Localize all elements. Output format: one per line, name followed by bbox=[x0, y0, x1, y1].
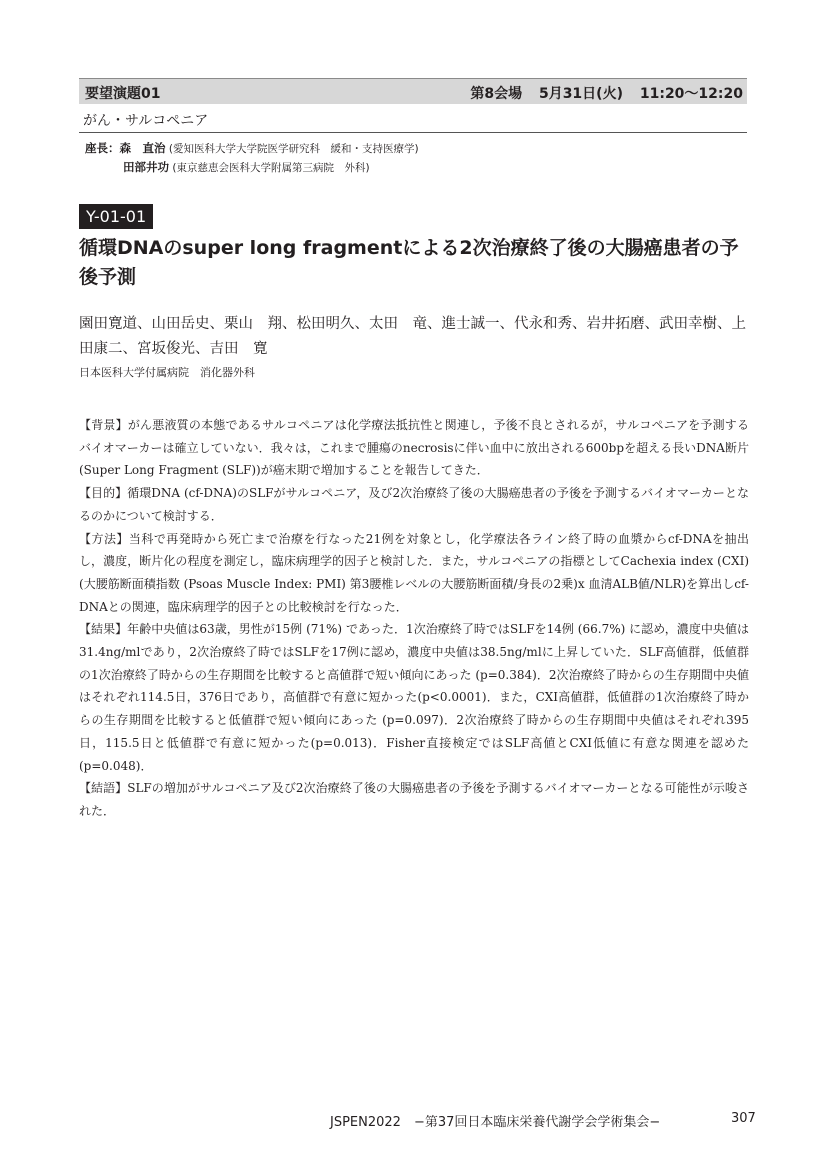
chair-affiliation: (東京慈恵会医科大学附属第三病院 外科) bbox=[172, 162, 370, 174]
abstract-results: 【結果】年齢中央値は63歳，男性が15例 (71%) であった．1次治療終了時ではSLFを14例 (66.7%) に認め，濃度中央値は31.4ng/mlであり，2次治療終了時ではSLFを17例に認め，濃度中央値は38.5ng/mlに上昇していた．SLF高値群，低値群の1次治療終了時からの生存期間を比較すると高値群で短い傾向にあった (p=0.384)．2次治療終了時からの生存期間中央値はそれぞれ114.5日，376日であり，高値群で有意に短かった(p<0.0001)．また，CXI高値群，低値群の1次治療終了時からの生存期間を比較すると低値群で短い傾向にあった (p=0.097)．2次治療終了時からの生存期間中央値はそれぞれ395日，115.5日と低値群で有意に短かった(p=0.013)．Fisher直接検定ではSLF高値とCXI低値に有意な関連を認めた(p=0.048)． bbox=[79, 622, 749, 773]
chair-affiliation: (愛知医科大学大学院医学研究科 緩和・支持医療学) bbox=[168, 143, 419, 155]
abstract-conclusion: 【結語】SLFの増加がサルコペニア及び2次治療終了後の大腸癌患者の予後を予測するバイオマーカーとなる可能性が示唆された． bbox=[79, 781, 749, 818]
page-number: 307 bbox=[731, 1111, 756, 1126]
page-footer: JSPEN2022 −第37回日本臨床栄養代謝学会学術集会− bbox=[330, 1115, 661, 1130]
session-time: 11:20～12:20 bbox=[639, 86, 743, 102]
chair-prefix: 座長： bbox=[85, 141, 120, 155]
session-room: 第8会場 bbox=[470, 86, 523, 102]
session-title: がん・サルコペニア bbox=[83, 113, 209, 129]
chair-name: 森 直治 bbox=[119, 141, 166, 155]
divider-line bbox=[79, 132, 747, 133]
session-schedule bbox=[470, 83, 743, 103]
abstract-title: 循環DNAのsuper long fragmentによる2次治療終了後の大腸癌患者の予後予測 bbox=[79, 237, 739, 288]
abstract-background: 【背景】がん悪液質の本態であるサルコペニアは化学療法抵抗性と関連し，予後不良とされるが，サルコペニアを予測するバイオマーカーは確立していない．我々は，これまで腫瘍のnecrosisに伴い血中に放出される600bpを超える長いDNA断片(Super Long Fragment (SLF))が癌末期で増加することを報告してきた． bbox=[79, 418, 749, 478]
session-header-bar bbox=[79, 78, 747, 104]
abstract-objective: 【目的】循環DNA (cf-DNA)のSLFがサルコペニア，及び2次治療終了後の大腸癌患者の予後を予測するバイオマーカーとなるのかについて検討する． bbox=[79, 486, 749, 523]
abstract-body bbox=[79, 414, 749, 823]
abstract-id-badge: Y-01-01 bbox=[79, 204, 153, 229]
abstract-methods: 【方法】当科で再発時から死亡まで治療を行なった21例を対象とし，化学療法各ライン終了時の血漿からcf-DNAを抽出し，濃度，断片化の程度を測定し，臨床病理学的因子と検討した．また，サルコペニアの指標としてCachexia index (CXI) (大腰筋断面積指数 (Psoas Muscle Index: PMI) 第3腰椎レベルの大腰筋断面積/身長の2乗)x 血清ALB値/NLR)を算出しcf-DNAとの関連，臨床病理学的因子との比較検討を行なった． bbox=[79, 531, 749, 614]
chair-name: 田部井功 bbox=[123, 160, 169, 174]
session-date: 5月31日(火) bbox=[538, 86, 623, 102]
abstract-affiliation: 日本医科大学付属病院 消化器外科 bbox=[79, 366, 255, 379]
chair-row-2 bbox=[123, 159, 370, 175]
session-label: 要望演題01 bbox=[85, 86, 161, 102]
abstract-authors: 園田寛道、山田岳史、栗山 翔、松田明久、太田 竜、進士誠一、代永和秀、岩井拓磨、武田幸樹、上田康二、宮坂俊光、吉田 寛 bbox=[79, 316, 746, 357]
chair-row-1 bbox=[85, 140, 419, 156]
